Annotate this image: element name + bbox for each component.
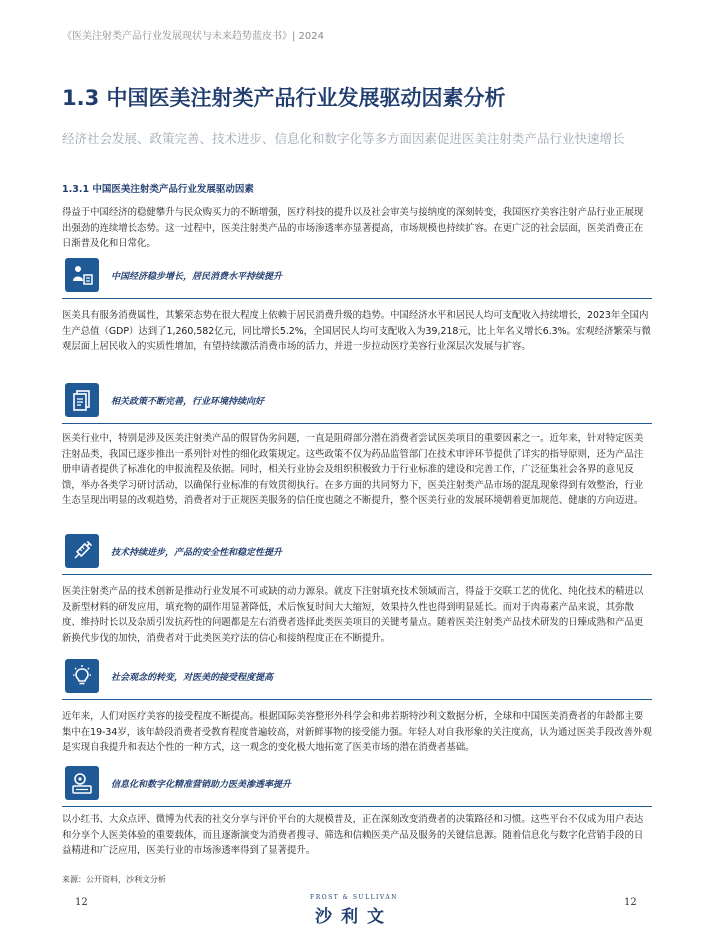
topic-header-technology bbox=[62, 534, 652, 576]
topic-body: 医美具有服务消费属性，其繁荣态势在很大程度上依赖于居民消费升级的趋势。中国经济水平和居民人均可支配收入持续增长，2023年全国内生产总值（GDP）达到了1,260,582亿元，同比增长5.2%，全国居民人均可支配收入为39,218元，比上年名义增长6.3%。宏观经济繁荣与微观层面上居民收入的实质性增加，有望持续激活消费市场的活力，并进一步拉动医疗美容行业深层次发展与扩容。 bbox=[62, 310, 651, 352]
digital-marketing-icon bbox=[65, 766, 99, 800]
section-heading: 1.3.1 中国医美注射类产品行业发展驱动因素 bbox=[62, 184, 254, 195]
page-title: 1.3 中国医美注射类产品行业发展驱动因素分析 bbox=[62, 86, 506, 110]
topic-header-society bbox=[62, 659, 652, 701]
topic-label: 社会观念的转变，对医美的接受程度提高 bbox=[111, 673, 274, 683]
policy-document-icon bbox=[65, 383, 99, 417]
topic-label: 中国经济稳步增长，居民消费水平持续提升 bbox=[111, 272, 283, 282]
page-number-right: 12 bbox=[624, 897, 637, 908]
divider bbox=[62, 699, 652, 700]
divider bbox=[62, 298, 652, 299]
frost-sullivan-logo bbox=[298, 894, 410, 927]
topic-label: 信息化和数字化精准营销助力医美渗透率提升 bbox=[111, 780, 292, 790]
topic-body: 以小红书、大众点评、微博为代表的社交分享与评价平台的大规模普及，正在深刻改变消费者的决策路径和习惯。这些平台不仅成为用户表达和分享个人医美体验的重要载体，而且逐渐演变为消费者搜寻、筛选和信赖医美产品及服务的关键信息源。随着信息化与数字化营销手段的日益精进和广泛应用，医美行业的市场渗透率得到了显著提升。 bbox=[62, 814, 644, 856]
page-subtitle: 经济社会发展、政策完善、技术进步、信息化和数字化等多方面因素促进医美注射类产品行业快速增长 bbox=[62, 131, 625, 146]
syringe-icon bbox=[65, 534, 99, 568]
topic-header-policy bbox=[62, 383, 652, 425]
divider bbox=[62, 423, 652, 424]
page-number-left: 12 bbox=[75, 897, 88, 908]
logo-english-text: FROST & SULLIVAN bbox=[310, 894, 398, 901]
topic-header-economy bbox=[62, 258, 652, 300]
running-header: 《医美注射类产品行业发展现状与未来趋势蓝皮书》| 2024 bbox=[62, 31, 324, 42]
topic-header-digital bbox=[62, 766, 652, 808]
source-note: 来源：公开资料，沙利文分析 bbox=[62, 875, 166, 884]
divider bbox=[62, 806, 652, 807]
intro-paragraph: 得益于中国经济的稳健攀升与民众购买力的不断增强，医疗科技的提升以及社会审美与接纳度的深刻转变，我国医疗美容注射产品行业正展现出强劲的连续增长态势。这一过程中，医美注射类产品的市场渗透率亦显著提高，市场规模也持续扩容。在更广泛的社会层面，医美消费正在日渐普及化和日常化。 bbox=[62, 207, 644, 249]
topic-body: 近年来，人们对医疗美容的接受程度不断提高。根据国际美容整形外科学会和弗若斯特沙利文数据分析，全球和中国医美消费者的年龄都主要集中在19-34岁，该年龄段消费者受教育程度普遍较高，对新鲜事物的接受能力强。年轻人对自我形象的关注度高，认为通过医美手段改善外观是实现自我提升和表达个性的一种方式，这一观念的变化极大地拓宽了医美市场的潜在消费者基础。 bbox=[62, 711, 652, 753]
topic-body: 医美行业中，特别是涉及医美注射类产品的假冒伪劣问题，一直是阻碍部分潜在消费者尝试医美项目的重要因素之一。近年来，针对特定医美注射品类，我国已逐步推出一系列针对性的细化政策规定。这些政策不仅为药品监管部门在技术审评环节提供了详实的指导原则，还为产品注册申请者提供了标准化的申报流程及依据。同时，相关行业协会及组织积极致力于行业标准的建设和完善工作，广泛征集社会各界的意见反馈，举办各类学习研讨活动，以确保行业标准的有效贯彻执行。在多方面的共同努力下，医美注射类产品市场的混乱现象得到有效整治，行业生态呈现出明显的改观趋势，消费者对于正规医美服务的信任度也随之不断提升，整个医美行业的发展环境朝着更加规范、健康的方向迈进。 bbox=[62, 433, 644, 506]
logo-chinese-text: 沙利文 bbox=[315, 907, 393, 927]
divider bbox=[62, 574, 652, 575]
topic-label: 相关政策不断完善，行业环境持续向好 bbox=[111, 397, 265, 407]
topic-label: 技术持续进步，产品的安全性和稳定性提升 bbox=[111, 548, 283, 558]
economy-icon bbox=[65, 258, 99, 292]
lightbulb-icon bbox=[65, 659, 99, 693]
topic-body: 医美注射类产品的技术创新是推动行业发展不可或缺的动力源泉。就皮下注射填充技术领域而言，得益于交联工艺的优化、纯化技术的精进以及新型材料的研发应用，填充物的副作用显著降低，术后恢复时间大大缩短，效果持久性也得到明显延长。而对于肉毒素产品来说，其弥散度、维持时长以及杂质引发抗药性的问题都是左右消费者选择此类医美项目的关键考量点。随着医美注射类产品技术研发的日臻成熟和产品更新换代步伐的加快，消费者对于此类医美疗法的信心和接纳程度正在不断提升。 bbox=[62, 586, 644, 644]
